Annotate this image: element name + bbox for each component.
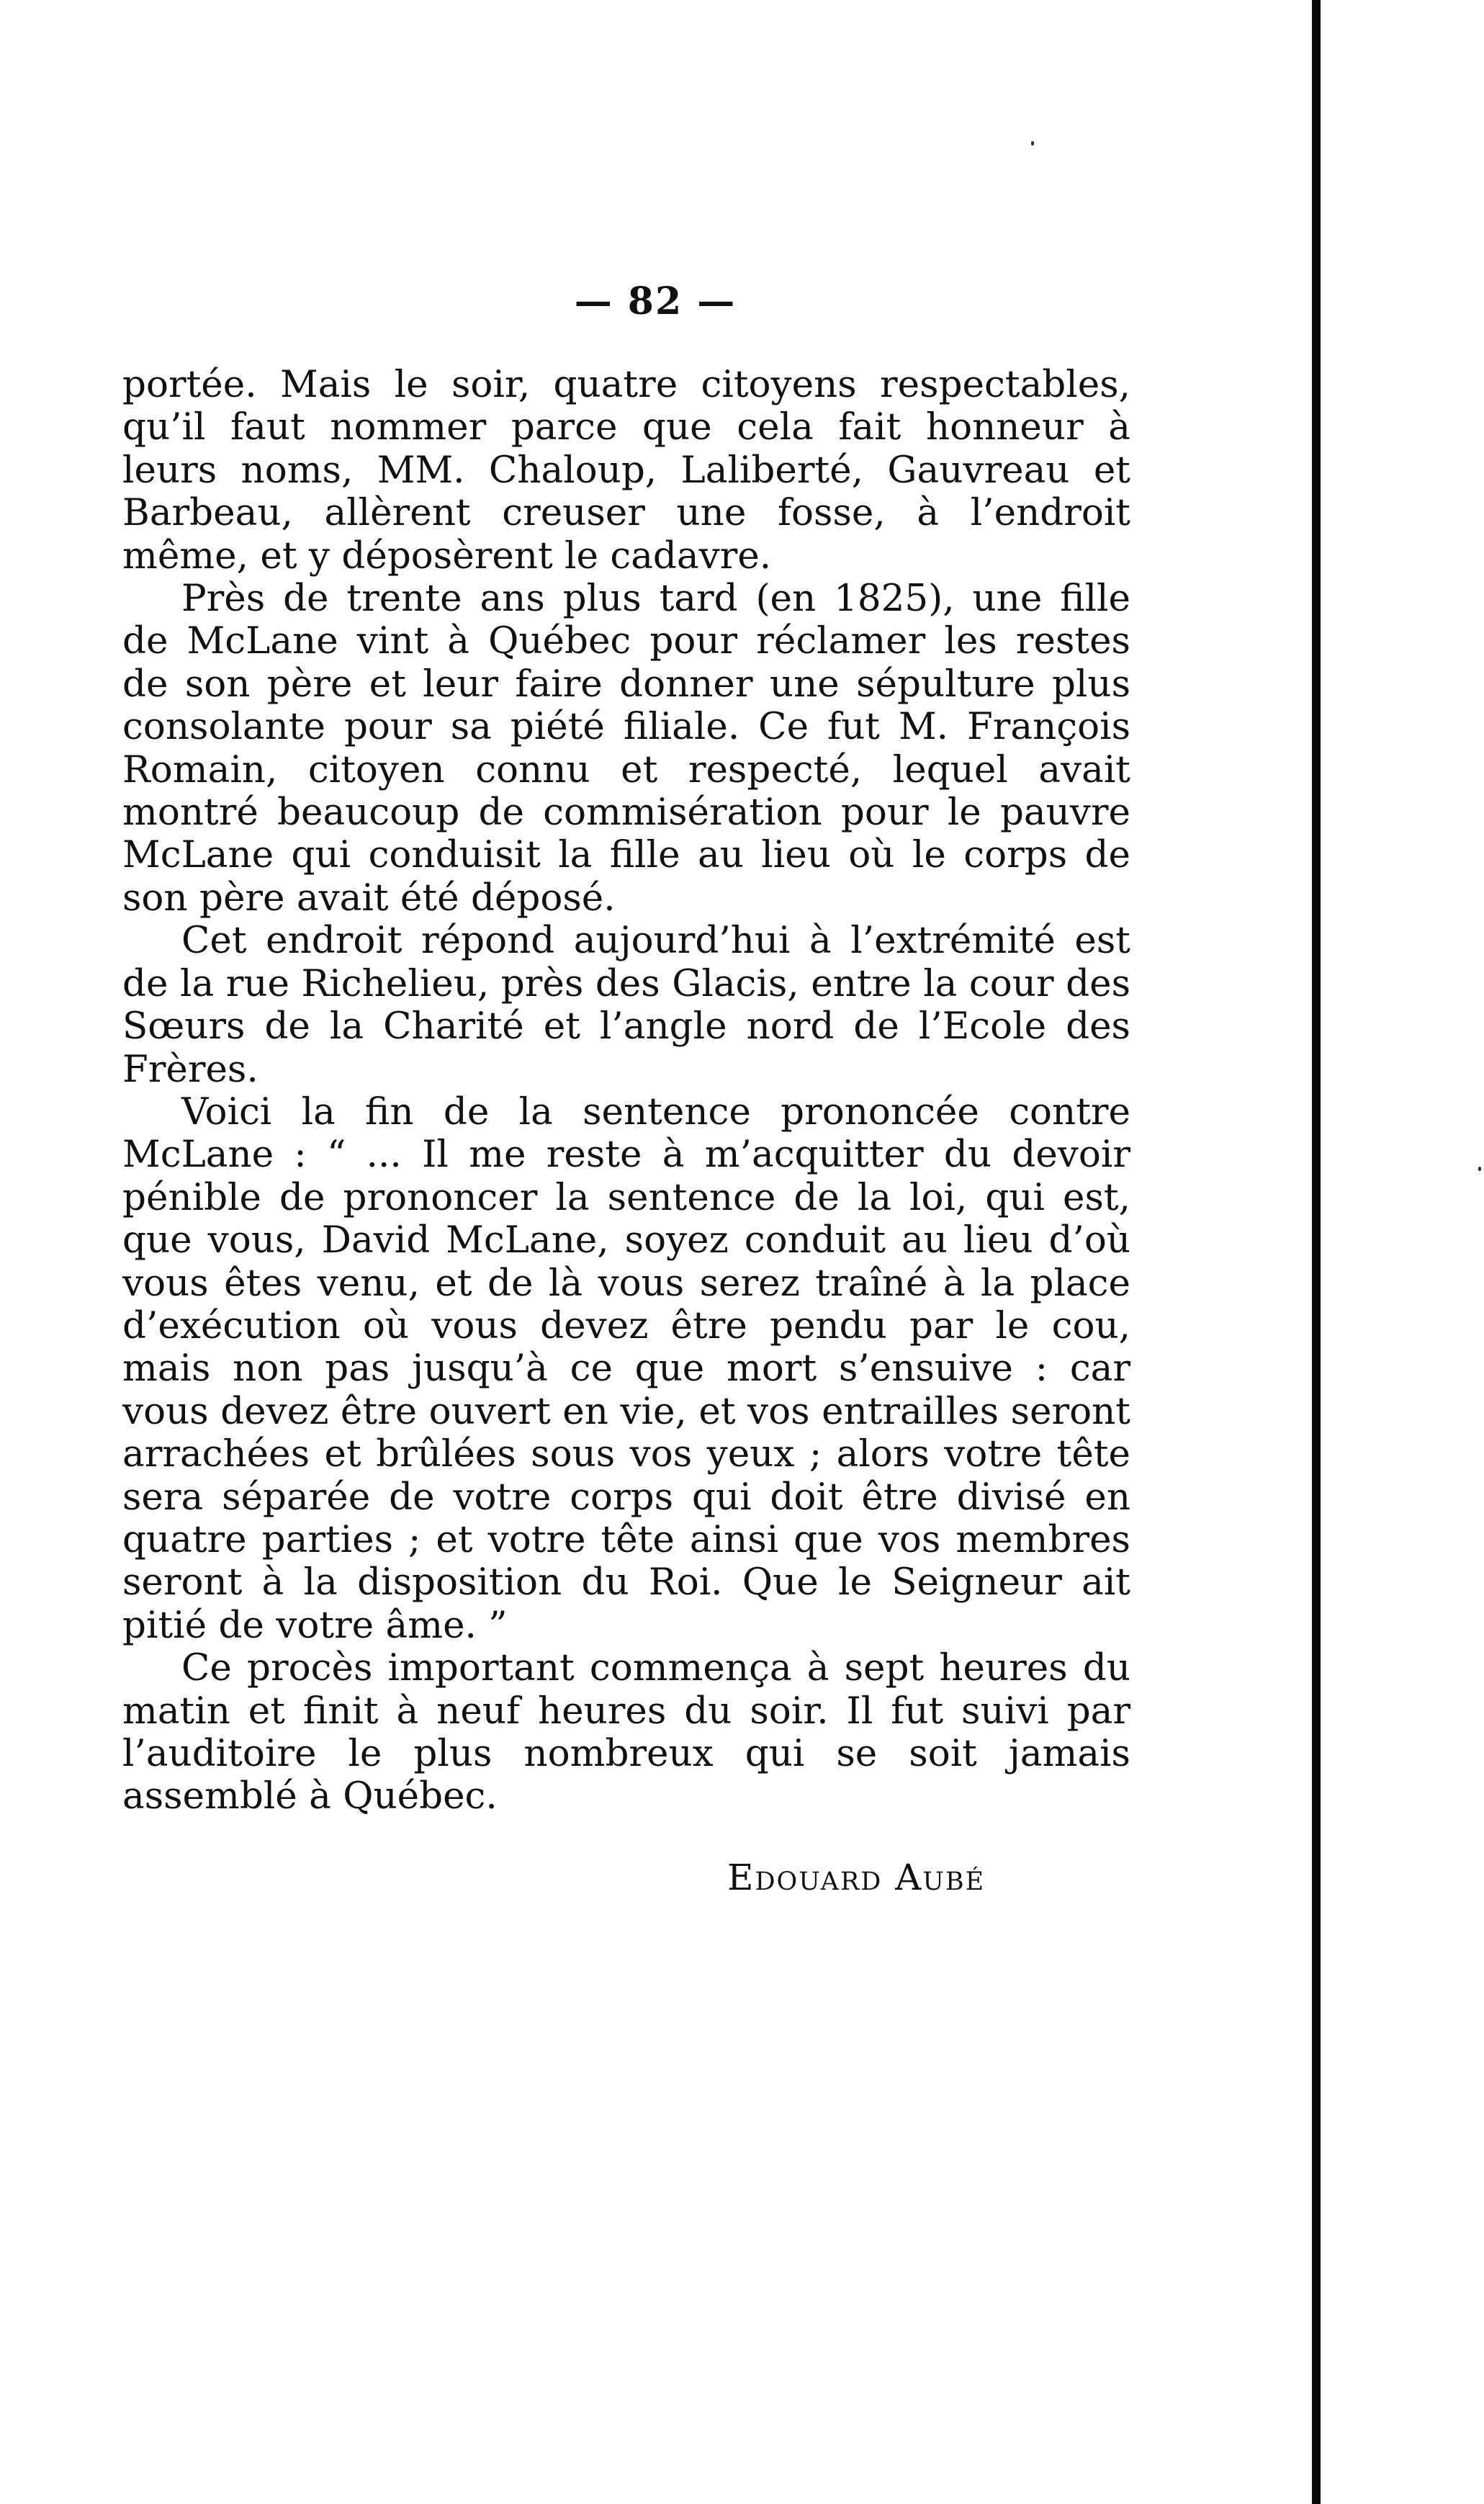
body-text [122, 364, 1130, 1818]
page-number: — 82 — [574, 279, 737, 323]
paragraph: Ce procès important commença à sept heures du matin et finit à neuf heures du soir. Il fut suivi par l’auditoire le plus nombreux qui se soit jamais assemblé à Québec. [122, 1646, 1130, 1818]
paragraph: Voici la fin de la sentence prononcée contre McLane : “ ... Il me reste à m’acquitter du devoir pénible de prononcer la sentence de la loi, qui est, que vous, David McLane, soyez conduit au lieu d’où vous êtes venu, et de là vous serez traîné à la place d’exécution où vous devez être pendu par le cou, mais non pas jusqu’à ce que mort s’ensuive : car vous devez être ouvert en vie, et vos entrailles seront arrachées et brûlées sous vos yeux ; alors votre tête sera séparée de votre corps qui doit être divisé en quatre parties ; et votre tête ainsi que vos membres seront à la disposition du Roi. Que le Seigneur ait pitié de votre âme. ” [122, 1090, 1130, 1647]
paragraph: Près de trente ans plus tard (en 1825), une fille de McLane vint à Québec pour réclamer les restes de son père et leur faire donner une sépulture plus consolante pour sa piété filiale. Ce fut M. François Romain, citoyen connu et respecté, lequel avait montré beaucoup de commisération pour le pauvre McLane qui conduisit la fille au lieu où le corps de son père avait été déposé. [122, 577, 1130, 920]
scan-speck [1478, 1167, 1481, 1171]
page-binding-edge [1312, 0, 1321, 2504]
scan-speck [1031, 141, 1034, 145]
author-signature: Edouard Aubé [727, 1857, 986, 1898]
paragraph: Cet endroit répond aujourd’hui à l’extrémité est de la rue Richelieu, près des Glacis, entre la cour des Sœurs de la Charité et l’angle nord de l’Ecole des Frères. [122, 919, 1130, 1091]
paragraph: portée. Mais le soir, quatre citoyens respectables, qu’il faut nommer parce que cela fait honneur à leurs noms, MM. Chaloup, Laliberté, Gauvreau et Barbeau, allèrent creuser une fosse, à l’endroit même, et y déposèrent le cadavre. [122, 363, 1130, 578]
